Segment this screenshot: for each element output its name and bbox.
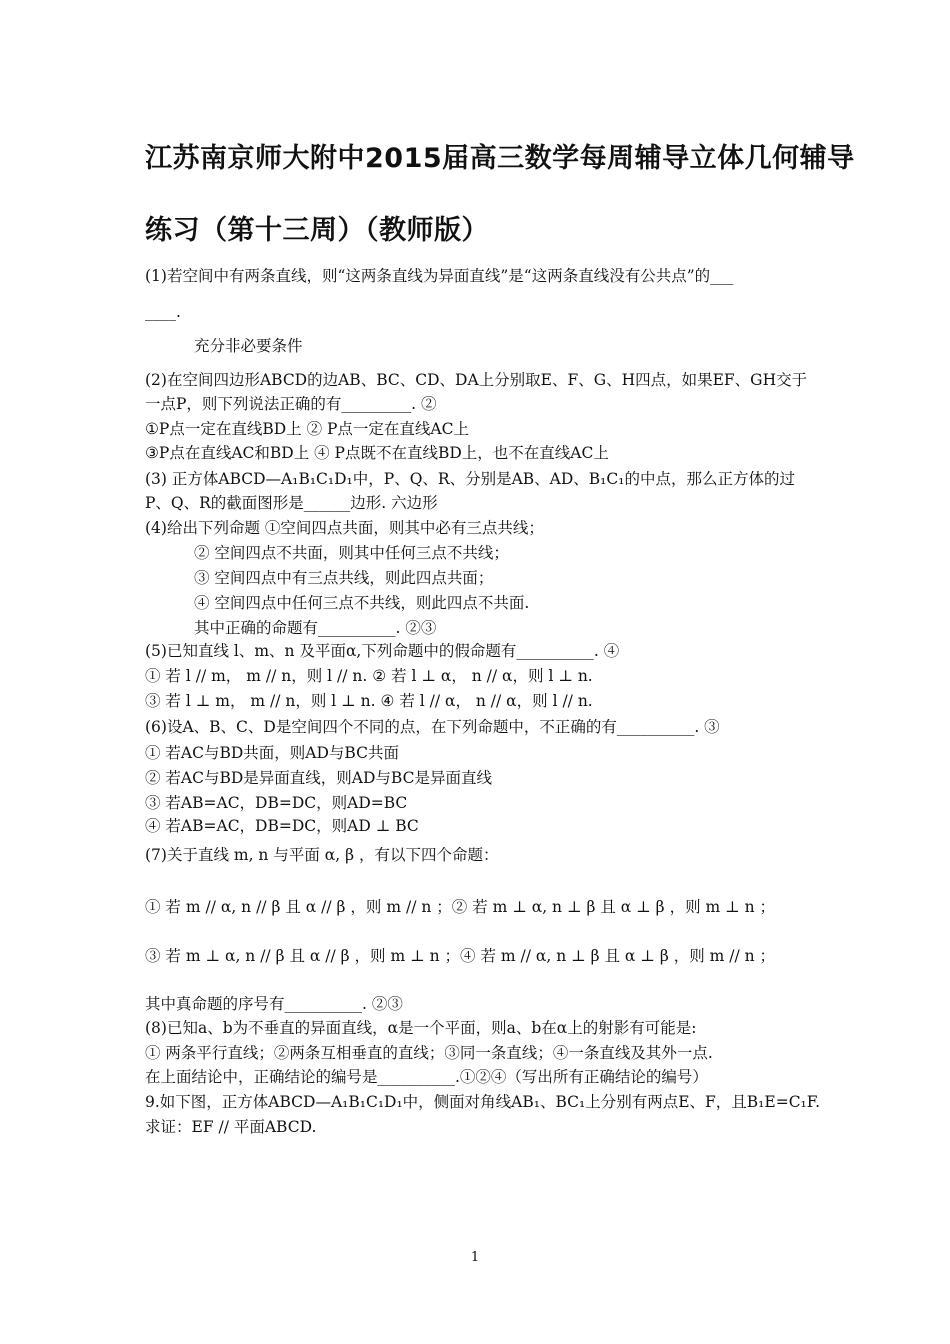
q2-stem: (2)在空间四边形ABCD的边AB、BC、CD、DA上分别取E、F、G、H四点，如果EF、GH交于 [145,371,808,389]
q2-options-1: ①P点一定在直线BD上 ② P点一定在直线AC上 [145,420,469,438]
q4-item-4: ④ 空间四点中任何三点不共线，则此四点不共面. [194,594,530,612]
q3-stem-cont: P、Q、R的截面图形是______边形. 六边形 [145,494,438,512]
q2-stem-cont: 一点P，则下列说法正确的有_________. ② [145,395,437,413]
q5-stem: (5)已知直线 l、m、n 及平面α,下列命题中的假命题有__________. ④ [145,642,620,660]
q6-option-2: ② 若AC与BD是异面直线，则AD与BC是异面直线 [145,769,492,787]
q8-answer: 在上面结论中，正确结论的编号是__________.①②④（写出所有正确结论的编号） [145,1068,708,1086]
q6-option-3: ③ 若AB=AC，DB=DC，则AD=BC [145,794,408,812]
q8-options: ① 两条平行直线；②两条互相垂直的直线；③同一条直线；④一条直线及其外一点. [145,1044,713,1062]
q4-stem: (4)给出下列命题 ①空间四点共面，则其中必有三点共线； [145,519,544,537]
q9-stem: 9.如下图，正方体ABCD—A₁B₁C₁D₁中，侧面对角线AB₁、BC₁上分别有两点E、F，且B₁E=C₁F. [145,1093,821,1111]
q5-options-2: ③ 若 l ⊥ m， m // n，则 l ⊥ n. ④ 若 l // α， n // α，则 l // n. [145,692,593,710]
page-number: 1 [470,1250,480,1265]
q1-stem-cont: ____. [145,303,181,321]
q5-options-1: ① 若 l // m， m // n，则 l // n. ② 若 l ⊥ α， n // α，则 l ⊥ n. [145,667,593,685]
q7-answer: 其中真命题的序号有__________. ②③ [145,995,403,1013]
q2-options-2: ③P点在直线AC和BD上 ④ P点既不在直线BD上，也不在直线AC上 [145,444,609,462]
q6-option-4: ④ 若AB=AC，DB=DC，则AD ⊥ BC [145,817,419,835]
q4-answer: 其中正确的命题有__________. ②③ [194,619,437,637]
q6-option-1: ① 若AC与BD共面，则AD与BC共面 [145,744,399,762]
title-line-1: 江苏南京师大附中2015届高三数学每周辅导立体几何辅导 [145,143,855,174]
q1-stem: (1)若空间中有两条直线，则“这两条直线为异面直线”是“这两条直线没有公共点”的___ [145,267,734,285]
q9-prove: 求证：EF // 平面ABCD. [145,1118,317,1136]
q6-stem: (6)设A、B、C、D是空间四个不同的点，在下列命题中，不正确的有__________. ③ [145,718,720,736]
q1-answer: 充分非必要条件 [194,337,303,355]
q8-stem: (8)已知a、b为不垂直的异面直线，α是一个平面，则a、b在α上的射影有可能是: [145,1019,697,1037]
title-line-2: 练习（第十三周）（教师版） [145,215,489,246]
q3-stem: (3) 正方体ABCD—A₁B₁C₁D₁中，P、Q、R、分别是AB、AD、B₁C₁的中点，那么正方体的过 [145,470,795,488]
q7-options-2: ③ 若 m ⊥ α, n // β 且 α // β ，则 m ⊥ n ；④ 若 m // α, n ⊥ β 且 α ⊥ β ，则 m // n ； [145,947,776,965]
q4-item-3: ③ 空间四点中有三点共线，则此四点共面； [194,569,494,587]
q7-options-1: ① 若 m // α, n // β 且 α // β ，则 m // n ；② 若 m ⊥ α, n ⊥ β 且 α ⊥ β ，则 m ⊥ n ； [145,898,776,916]
q7-stem: (7)关于直线 m, n 与平面 α, β ，有以下四个命题： [145,846,499,864]
q4-item-2: ② 空间四点不共面，则其中任何三点不共线； [194,544,509,562]
